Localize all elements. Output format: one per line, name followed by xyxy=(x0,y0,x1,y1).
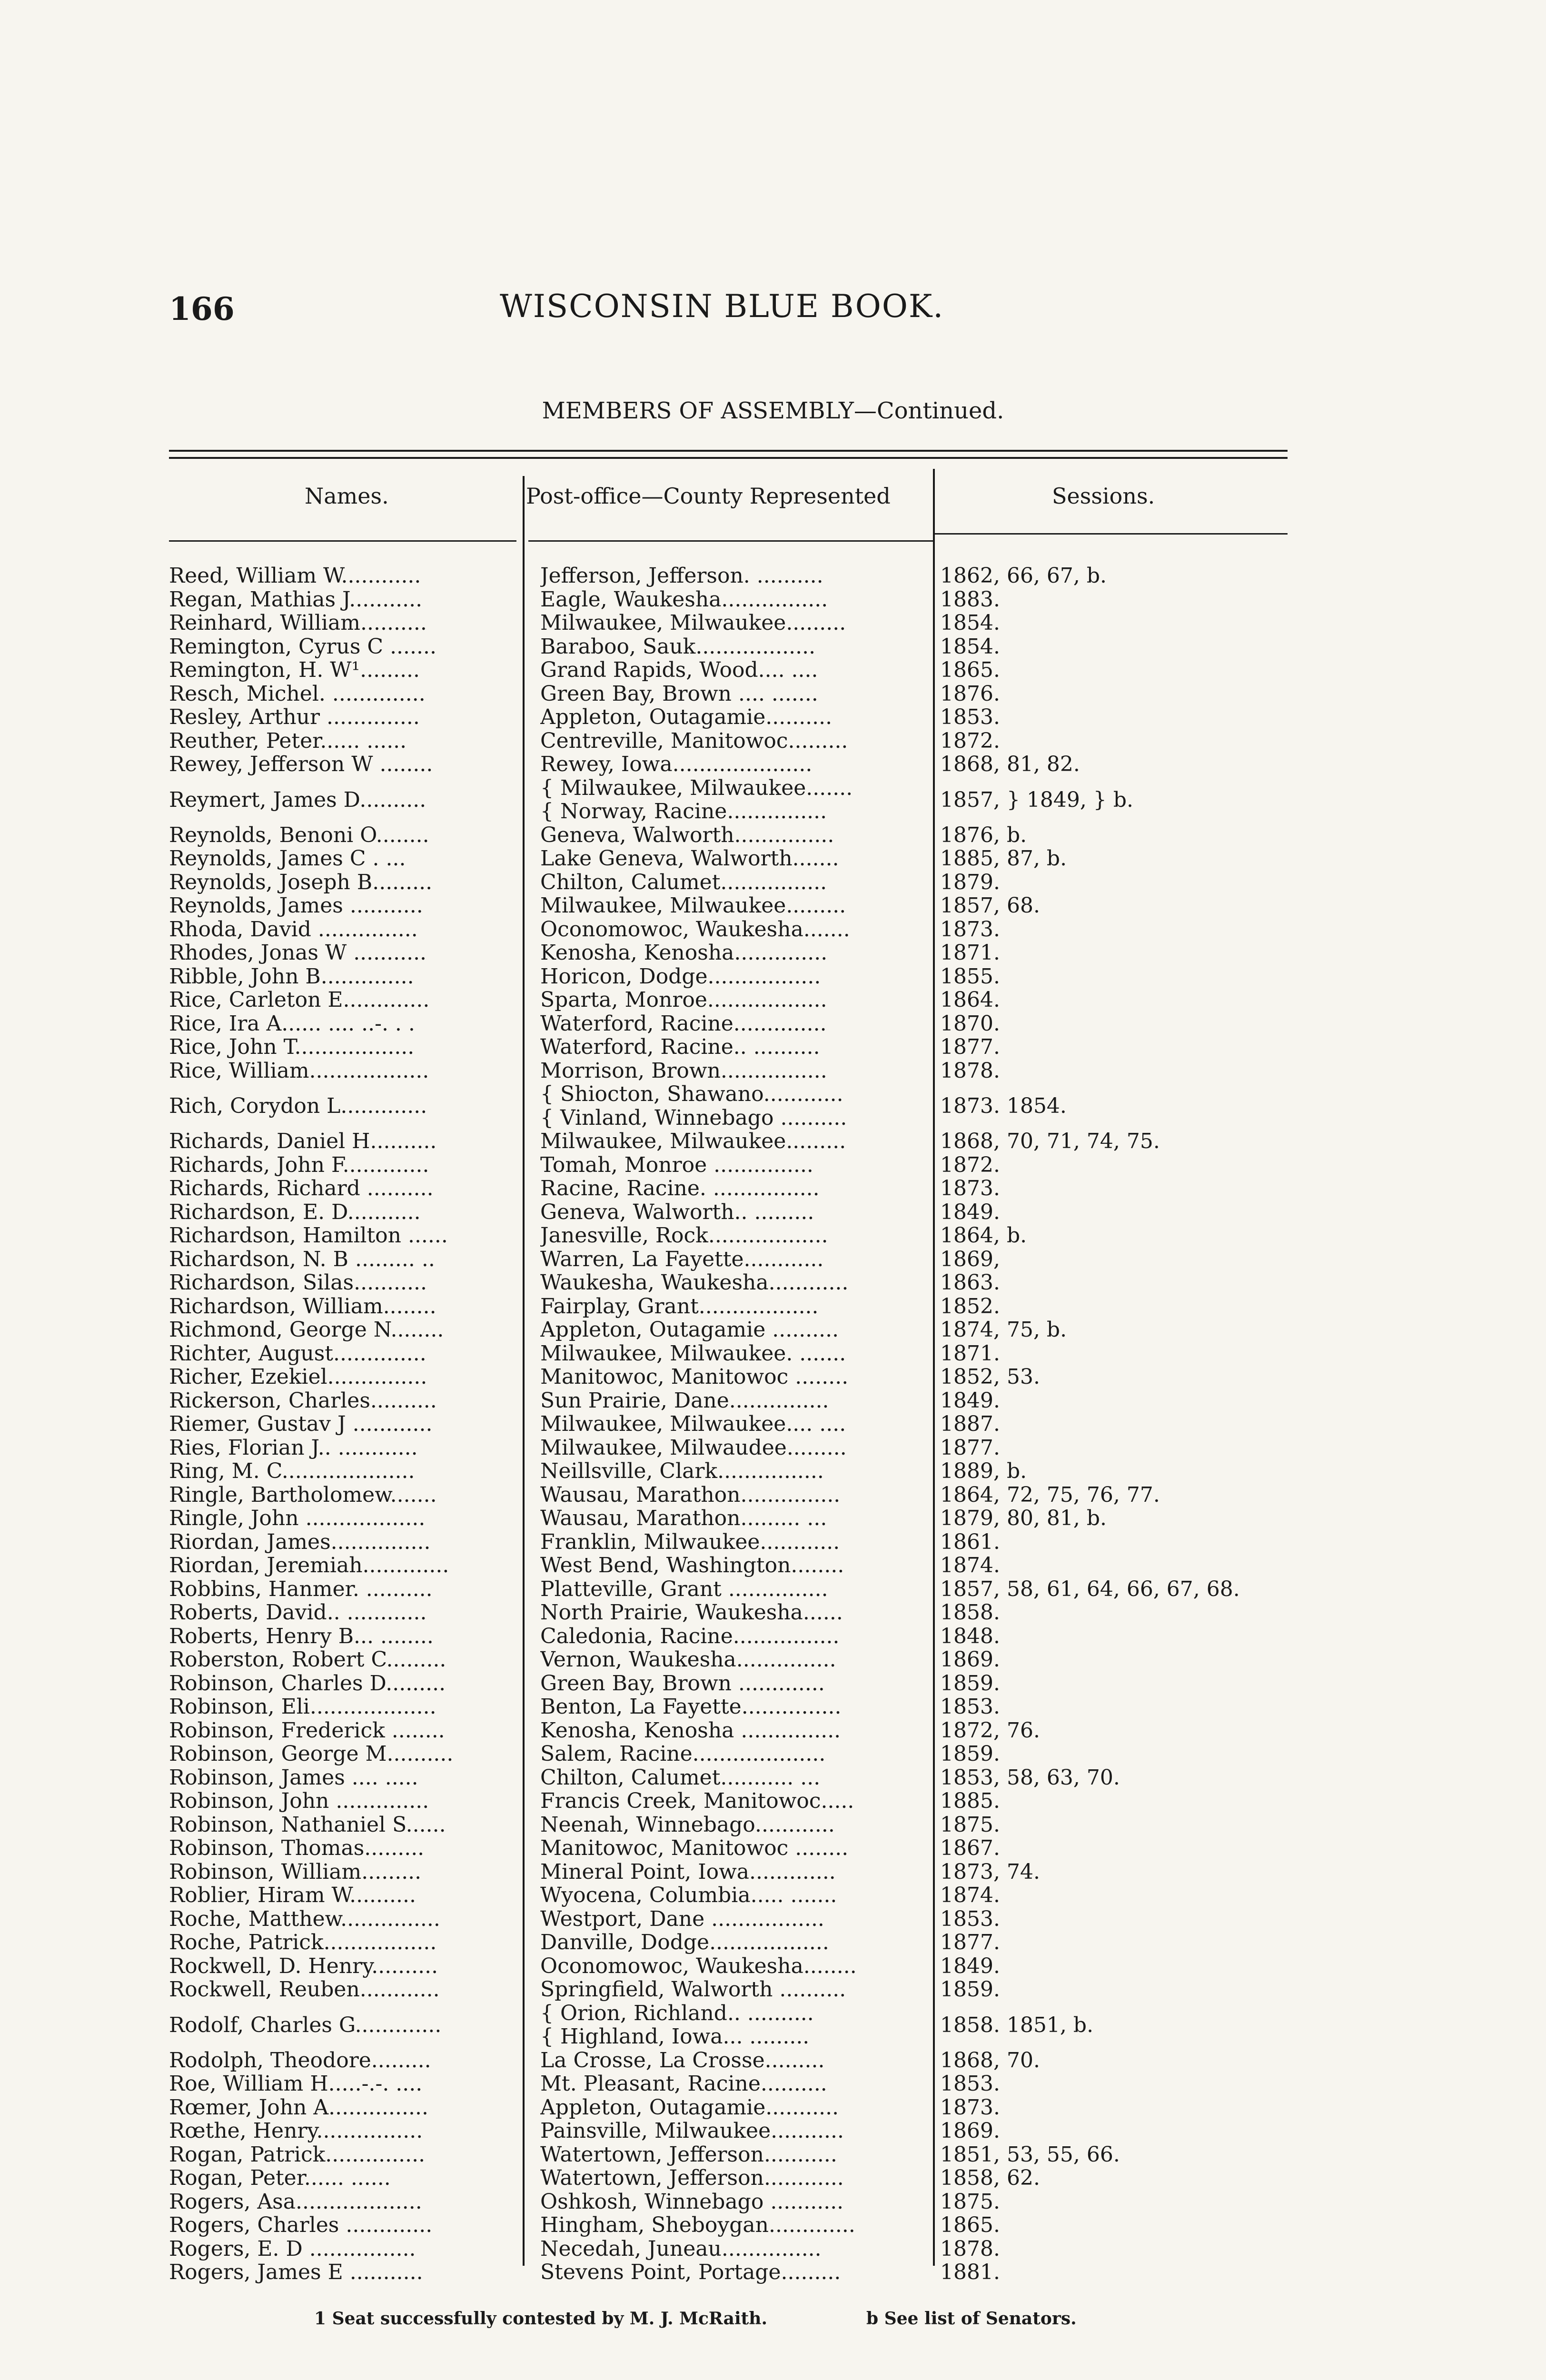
table-row xyxy=(169,965,1288,989)
member-name: Riordan, Jeremiah............. xyxy=(169,1554,449,1577)
table-row xyxy=(169,658,1288,682)
sessions: 1881. xyxy=(940,2261,1000,2284)
member-name: Rice, John T.................. xyxy=(169,1035,415,1059)
post-office-line: Appleton, Outagamie .......... xyxy=(540,1318,839,1342)
post-office-line: Fairplay, Grant.................. xyxy=(540,1294,819,1318)
member-name: Rewey, Jefferson W ........ xyxy=(169,753,433,776)
member-name: Roe, William H.....-.-. .... xyxy=(169,2072,423,2096)
table-row xyxy=(169,1436,1288,1460)
member-name: Remington, H. W¹......... xyxy=(169,658,420,682)
table-row xyxy=(169,1412,1288,1436)
sessions: 1871. xyxy=(940,941,1000,965)
table-row xyxy=(169,705,1288,729)
sessions: 1883. xyxy=(940,587,1000,611)
table-row xyxy=(169,635,1288,659)
sessions: 1853. xyxy=(940,1907,1000,1931)
table-row xyxy=(169,2119,1288,2143)
table-row xyxy=(169,2072,1288,2096)
members-table xyxy=(169,564,1288,2284)
table-row xyxy=(169,1035,1288,1059)
member-name: Ries, Florian J.. ............ xyxy=(169,1436,418,1459)
top-rule-1 xyxy=(169,450,1288,452)
post-office-line: Kenosha, Kenosha.............. xyxy=(540,941,828,965)
post-office-line: Rewey, Iowa..................... xyxy=(540,753,813,776)
table-row xyxy=(169,1577,1288,1601)
table-row xyxy=(169,2190,1288,2214)
member-name: Richardson, William........ xyxy=(169,1294,436,1318)
table-row xyxy=(169,1931,1288,1954)
post-office-line: Stevens Point, Portage......... xyxy=(540,2261,841,2284)
post-office-line: Oshkosh, Winnebago ........... xyxy=(540,2190,844,2213)
table-row xyxy=(169,1625,1288,1648)
member-name: Rickerson, Charles.......... xyxy=(169,1388,437,1412)
sessions: 1859. xyxy=(940,1742,1000,1766)
sessions: 1858, 62. xyxy=(940,2166,1040,2190)
post-office-line: Milwaukee, Milwaukee......... xyxy=(540,611,846,635)
member-name: Roche, Matthew............... xyxy=(169,1907,440,1931)
table-row xyxy=(169,611,1288,635)
table-row xyxy=(169,1648,1288,1672)
sessions: 1877. xyxy=(940,1931,1000,1954)
member-name: Robinson, William......... xyxy=(169,1860,422,1884)
sessions: 1885, 87, b. xyxy=(940,847,1067,871)
sessions: 1857, } 1849, } b. xyxy=(940,787,1134,812)
sessions: 1873, 74. xyxy=(940,1860,1040,1884)
post-office-line: Milwaukee, Milwaukee.... .... xyxy=(540,1412,846,1436)
sessions: 1877. xyxy=(940,1436,1000,1459)
post-office-line: { Shiocton, Shawano............ xyxy=(540,1082,843,1106)
member-name: Ribble, John B.............. xyxy=(169,964,414,988)
sessions: 1889, b. xyxy=(940,1459,1027,1483)
footnote-1: 1 Seat successfully contested by M. J. McRaith. xyxy=(314,2309,767,2329)
sessions: 1854. xyxy=(940,635,1000,658)
member-name: Roberston, Robert C......... xyxy=(169,1648,446,1672)
member-name: Resch, Michel. .............. xyxy=(169,682,426,705)
table-row xyxy=(169,1459,1288,1483)
post-office-line: Sun Prairie, Dane............... xyxy=(540,1388,829,1412)
table-row xyxy=(169,2143,1288,2167)
sessions: 1865. xyxy=(940,658,1000,682)
sessions: 1865. xyxy=(940,2213,1000,2237)
post-office-line: Appleton, Outagamie.......... xyxy=(540,705,832,729)
column-header-names: Names. xyxy=(305,483,389,509)
sessions: 1869, xyxy=(940,1247,1000,1271)
member-name: Ring, M. C.................... xyxy=(169,1459,415,1483)
member-name: Robinson, George M.......... xyxy=(169,1742,454,1766)
sessions: 1852, 53. xyxy=(940,1365,1040,1389)
sessions: 1849. xyxy=(940,1954,1000,1978)
sessions: 1857, 68. xyxy=(940,894,1040,918)
member-name: Rogers, E. D ................ xyxy=(169,2237,416,2261)
table-row xyxy=(169,2213,1288,2237)
member-name: Robinson, Charles D......... xyxy=(169,1671,446,1695)
member-name: Roberts, David.. ............ xyxy=(169,1601,427,1625)
table-row xyxy=(169,1554,1288,1577)
post-office-line: Oconomowoc, Waukesha....... xyxy=(540,917,850,941)
post-office-line: Green Bay, Brown ............. xyxy=(540,1671,825,1695)
member-name: Reynolds, James C . ... xyxy=(169,847,406,871)
table-row xyxy=(169,1389,1288,1413)
post-office-line: Mt. Pleasant, Racine.......... xyxy=(540,2072,827,2096)
post-office-line: Vernon, Waukesha............... xyxy=(540,1648,836,1672)
post-office-line: Hingham, Sheboygan............. xyxy=(540,2213,855,2237)
sessions: 1858. xyxy=(940,1601,1000,1625)
post-office-line: Grand Rapids, Wood.... .... xyxy=(540,658,818,682)
header-rule-post xyxy=(528,540,933,542)
post-office-line: Oconomowoc, Waukesha........ xyxy=(540,1954,857,1978)
table-row xyxy=(169,1954,1288,1978)
member-name: Rœthe, Henry................ xyxy=(169,2119,423,2143)
member-name: Richter, August.............. xyxy=(169,1341,426,1365)
table-row xyxy=(169,1719,1288,1743)
sessions: 1874. xyxy=(940,1884,1000,1907)
sessions: 1864. xyxy=(940,988,1000,1012)
member-name: Rodolf, Charles G............. xyxy=(169,2013,442,2037)
sessions: 1868, 70, 71, 74, 75. xyxy=(940,1130,1160,1153)
top-rule-2 xyxy=(169,457,1288,459)
post-office-line: Lake Geneva, Walworth....... xyxy=(540,847,839,871)
sessions: 1879, 80, 81, b. xyxy=(940,1507,1107,1530)
table-row xyxy=(169,1766,1288,1790)
member-name: Richards, Richard .......... xyxy=(169,1177,434,1200)
member-name: Rice, William.................. xyxy=(169,1059,429,1082)
table-row xyxy=(169,1153,1288,1177)
sessions: 1873. xyxy=(940,2095,1000,2119)
post-office-line: Waukesha, Waukesha............ xyxy=(540,1271,849,1295)
sessions: 1878. xyxy=(940,2237,1000,2261)
sessions: 1879. xyxy=(940,870,1000,894)
post-office-line: Westport, Dane ................. xyxy=(540,1907,824,1931)
sessions: 1858. 1851, b. xyxy=(940,2013,1094,2037)
table-row xyxy=(169,1059,1288,1083)
member-name: Reymert, James D.......... xyxy=(169,787,426,812)
post-office-line: Wyocena, Columbia..... ....... xyxy=(540,1884,837,1907)
table-row xyxy=(169,2049,1288,2073)
table-row xyxy=(169,941,1288,965)
table-row xyxy=(169,823,1288,847)
column-header-post-office: Post-office—County Represented xyxy=(526,483,891,509)
table-row xyxy=(169,2237,1288,2261)
member-name: Rich, Corydon L............. xyxy=(169,1094,427,1118)
post-office-line: { Norway, Racine............... xyxy=(540,799,827,823)
member-name: Reynolds, James ........... xyxy=(169,894,423,918)
post-office-line: Baraboo, Sauk.................. xyxy=(540,635,816,658)
table-row xyxy=(169,1860,1288,1884)
sessions: 1855. xyxy=(940,964,1000,988)
sessions: 1870. xyxy=(940,1012,1000,1035)
sessions: 1876. xyxy=(940,682,1000,705)
table-row xyxy=(169,1318,1288,1342)
sessions: 1874. xyxy=(940,1554,1000,1577)
table-row xyxy=(169,1012,1288,1036)
post-office-line: Benton, La Fayette............... xyxy=(540,1695,842,1719)
post-office-line: Waterford, Racine.............. xyxy=(540,1012,827,1035)
post-office-line: Chilton, Calumet........... ... xyxy=(540,1765,821,1789)
sessions: 1849. xyxy=(940,1388,1000,1412)
table-row xyxy=(169,1530,1288,1554)
member-name: Richer, Ezekiel............... xyxy=(169,1365,427,1389)
sessions: 1867. xyxy=(940,1836,1000,1860)
post-office-line: { Highland, Iowa... ......... xyxy=(540,2024,810,2049)
sessions: 1885. xyxy=(940,1789,1000,1813)
sessions: 1872, 76. xyxy=(940,1718,1040,1742)
post-office-line: Horicon, Dodge................. xyxy=(540,964,821,988)
post-office-line: Morrison, Brown................ xyxy=(540,1059,827,1082)
sessions: 1853, 58, 63, 70. xyxy=(940,1765,1120,1789)
sessions: 1852. xyxy=(940,1294,1000,1318)
post-office-line: Tomah, Monroe ............... xyxy=(540,1153,813,1177)
post-office-line: Racine, Racine. ................ xyxy=(540,1177,820,1200)
post-office-line: { Milwaukee, Milwaukee....... xyxy=(540,776,853,800)
member-name: Richardson, N. B ......... .. xyxy=(169,1247,435,1271)
table-row xyxy=(169,1224,1288,1248)
post-office-line: Milwaukee, Milwaukee......... xyxy=(540,894,846,918)
member-name: Robbins, Hanmer. .......... xyxy=(169,1577,433,1601)
table-row xyxy=(169,1813,1288,1837)
page-number: 166 xyxy=(169,290,235,327)
table-row xyxy=(169,1907,1288,1931)
table-row xyxy=(169,1342,1288,1366)
member-name: Richards, John F............. xyxy=(169,1153,429,1177)
member-name: Robinson, Thomas......... xyxy=(169,1836,425,1860)
member-name: Robinson, John .............. xyxy=(169,1789,429,1813)
member-name: Rogan, Peter...... ...... xyxy=(169,2166,391,2190)
post-office-line: { Vinland, Winnebago .......... xyxy=(540,1105,847,1130)
table-row xyxy=(169,682,1288,706)
running-title: WISCONSIN BLUE BOOK. xyxy=(500,288,944,325)
table-row xyxy=(169,1742,1288,1766)
member-name: Reuther, Peter...... ...... xyxy=(169,729,407,753)
member-name: Rice, Ira A...... .... ..-. . . xyxy=(169,1012,415,1035)
member-name: Regan, Mathias J........... xyxy=(169,587,423,611)
member-name: Rœmer, John A............... xyxy=(169,2095,428,2119)
table-row xyxy=(169,1082,1288,1130)
sessions: 1851, 53, 55, 66. xyxy=(940,2142,1120,2166)
post-office-line: Franklin, Milwaukee............ xyxy=(540,1530,840,1554)
table-row xyxy=(169,1295,1288,1319)
sessions: 1877. xyxy=(940,1035,1000,1059)
post-office-line: West Bend, Washington........ xyxy=(540,1554,844,1577)
sessions: 1873. 1854. xyxy=(940,1094,1067,1118)
member-name: Riemer, Gustav J ............ xyxy=(169,1412,433,1436)
table-row xyxy=(169,1672,1288,1696)
table-row xyxy=(169,1836,1288,1860)
post-office-line: Kenosha, Kenosha ............... xyxy=(540,1718,841,1742)
table-row xyxy=(169,564,1288,588)
sessions: 1878. xyxy=(940,1059,1000,1082)
member-name: Robinson, Eli................... xyxy=(169,1695,436,1719)
table-row xyxy=(169,1789,1288,1813)
member-name: Rogan, Patrick............... xyxy=(169,2142,426,2166)
column-header-sessions: Sessions. xyxy=(1052,483,1155,509)
sessions: 1868, 81, 82. xyxy=(940,753,1080,776)
post-office-line: Geneva, Walworth.. ......... xyxy=(540,1200,814,1224)
sessions: 1864, b. xyxy=(940,1224,1027,1248)
member-name: Roche, Patrick................. xyxy=(169,1931,437,1954)
post-office-line: Watertown, Jefferson............ xyxy=(540,2166,844,2190)
post-office-line: Milwaukee, Milwaukee. ....... xyxy=(540,1341,846,1365)
header-rule-sessions xyxy=(933,533,1288,535)
sessions: 1872. xyxy=(940,1153,1000,1177)
sessions: 1857, 58, 61, 64, 66, 67, 68. xyxy=(940,1577,1240,1601)
section-title: MEMBERS OF ASSEMBLY—Continued. xyxy=(542,397,1004,424)
member-name: Richardson, E. D........... xyxy=(169,1200,421,1224)
table-row xyxy=(169,1177,1288,1200)
member-name: Reinhard, William.......... xyxy=(169,611,427,635)
post-office-line: Eagle, Waukesha................ xyxy=(540,587,828,611)
post-office-line: Wausau, Marathon......... ... xyxy=(540,1507,827,1530)
post-office-line: Francis Creek, Manitowoc..... xyxy=(540,1789,854,1813)
sessions: 1853. xyxy=(940,2072,1000,2096)
sessions: 1873. xyxy=(940,917,1000,941)
post-office-line: Wausau, Marathon............... xyxy=(540,1483,841,1507)
member-name: Rockwell, Reuben............ xyxy=(169,1978,440,2002)
member-name: Reynolds, Benoni O........ xyxy=(169,823,429,847)
sessions: 1864, 72, 75, 76, 77. xyxy=(940,1483,1160,1507)
post-office-line: Neillsville, Clark................ xyxy=(540,1459,824,1483)
table-row xyxy=(169,2166,1288,2190)
post-office-line: Danville, Dodge.................. xyxy=(540,1931,829,1954)
sessions: 1849. xyxy=(940,1200,1000,1224)
footnote-b: b See list of Senators. xyxy=(866,2309,1077,2329)
member-name: Richardson, Silas........... xyxy=(169,1271,427,1295)
member-name: Roblier, Hiram W.......... xyxy=(169,1884,416,1907)
sessions: 1875. xyxy=(940,1813,1000,1836)
table-row xyxy=(169,1978,1288,2002)
table-row xyxy=(169,2096,1288,2120)
post-office-line: Janesville, Rock.................. xyxy=(540,1224,828,1248)
table-row xyxy=(169,2002,1288,2049)
sessions: 1854. xyxy=(940,611,1000,635)
member-name: Rogers, James E ........... xyxy=(169,2261,423,2284)
post-office-line: Painsville, Milwaukee........... xyxy=(540,2119,844,2143)
table-row xyxy=(169,1130,1288,1153)
member-name: Richardson, Hamilton ...... xyxy=(169,1224,448,1248)
sessions: 1853. xyxy=(940,1695,1000,1719)
sessions: 1863. xyxy=(940,1271,1000,1295)
member-name: Reed, William W............ xyxy=(169,564,421,588)
post-office-line: Geneva, Walworth............... xyxy=(540,823,834,847)
post-office-line: Necedah, Juneau............... xyxy=(540,2237,822,2261)
post-office-line: Chilton, Calumet................ xyxy=(540,870,827,894)
post-office-line: Caledonia, Racine................ xyxy=(540,1624,840,1648)
table-row xyxy=(169,1365,1288,1389)
table-row xyxy=(169,729,1288,753)
sessions: 1862, 66, 67, b. xyxy=(940,564,1107,588)
member-name: Reynolds, Joseph B......... xyxy=(169,870,433,894)
member-name: Resley, Arthur .............. xyxy=(169,705,420,729)
sessions: 1876, b. xyxy=(940,823,1027,847)
table-row xyxy=(169,2261,1288,2284)
post-office-line: La Crosse, La Crosse......... xyxy=(540,2048,825,2072)
table-row xyxy=(169,1271,1288,1295)
sessions: 1871. xyxy=(940,1341,1000,1365)
table-row xyxy=(169,1601,1288,1625)
sessions: 1869. xyxy=(940,2119,1000,2143)
member-name: Robinson, Frederick ........ xyxy=(169,1718,445,1742)
header-rule-names xyxy=(169,540,516,542)
post-office-line: Milwaukee, Milwaukee......... xyxy=(540,1130,846,1153)
table-row xyxy=(169,588,1288,612)
member-name: Remington, Cyrus C ....... xyxy=(169,635,436,658)
post-office-line: Green Bay, Brown .... ....... xyxy=(540,682,818,705)
member-name: Rice, Carleton E............. xyxy=(169,988,430,1012)
member-name: Robinson, Nathaniel S...... xyxy=(169,1813,446,1836)
sessions: 1859. xyxy=(940,1671,1000,1695)
post-office-line: Platteville, Grant ............... xyxy=(540,1577,828,1601)
table-row xyxy=(169,1507,1288,1530)
sessions: 1875. xyxy=(940,2190,1000,2213)
post-office-line: Manitowoc, Manitowoc ........ xyxy=(540,1836,849,1860)
table-row xyxy=(169,1695,1288,1719)
post-office-line: Neenah, Winnebago............ xyxy=(540,1813,835,1836)
post-office-line: Manitowoc, Manitowoc ........ xyxy=(540,1365,849,1389)
table-row xyxy=(169,1248,1288,1271)
post-office-line: Milwaukee, Milwaudee......... xyxy=(540,1436,847,1459)
member-name: Rogers, Asa................... xyxy=(169,2190,422,2213)
table-row xyxy=(169,918,1288,942)
sessions: 1873. xyxy=(940,1177,1000,1200)
table-row xyxy=(169,988,1288,1012)
sessions: 1868, 70. xyxy=(940,2048,1040,2072)
table-row xyxy=(169,1884,1288,1907)
sessions: 1869. xyxy=(940,1648,1000,1672)
member-name: Riordan, James............... xyxy=(169,1530,431,1554)
post-office-line: Springfield, Walworth .......... xyxy=(540,1978,846,2002)
member-name: Rogers, Charles ............. xyxy=(169,2213,433,2237)
sessions: 1848. xyxy=(940,1624,1000,1648)
member-name: Richmond, George N........ xyxy=(169,1318,444,1342)
sessions: 1853. xyxy=(940,705,1000,729)
member-name: Rodolph, Theodore......... xyxy=(169,2048,431,2072)
sessions: 1887. xyxy=(940,1412,1000,1436)
member-name: Rhoda, David ............... xyxy=(169,917,418,941)
table-row xyxy=(169,1200,1288,1224)
post-office-line: Centreville, Manitowoc......... xyxy=(540,729,848,753)
post-office-line: Salem, Racine.................... xyxy=(540,1742,826,1766)
member-name: Rhodes, Jonas W ........... xyxy=(169,941,427,965)
table-row xyxy=(169,776,1288,823)
post-office-line: Waterford, Racine.. .......... xyxy=(540,1035,820,1059)
post-office-line: North Prairie, Waukesha...... xyxy=(540,1601,843,1625)
member-name: Roberts, Henry B... ........ xyxy=(169,1624,434,1648)
sessions: 1874, 75, b. xyxy=(940,1318,1067,1342)
sessions: 1861. xyxy=(940,1530,1000,1554)
post-office-line: Mineral Point, Iowa............. xyxy=(540,1860,836,1884)
member-name: Robinson, James .... ..... xyxy=(169,1765,418,1789)
table-row xyxy=(169,894,1288,918)
sessions: 1859. xyxy=(940,1978,1000,2002)
table-row xyxy=(169,753,1288,776)
sessions: 1872. xyxy=(940,729,1000,753)
post-office-line: Jefferson, Jefferson. .......... xyxy=(540,564,823,588)
table-row xyxy=(169,871,1288,894)
member-name: Rockwell, D. Henry.......... xyxy=(169,1954,438,1978)
post-office-line: Sparta, Monroe.................. xyxy=(540,988,827,1012)
post-office-line: { Orion, Richland.. .......... xyxy=(540,2001,814,2025)
table-row xyxy=(169,847,1288,871)
post-office-line: Warren, La Fayette............ xyxy=(540,1247,824,1271)
post-office-line: Appleton, Outagamie........... xyxy=(540,2095,839,2119)
table-row xyxy=(169,1483,1288,1507)
member-name: Richards, Daniel H.......... xyxy=(169,1130,437,1153)
member-name: Ringle, Bartholomew....... xyxy=(169,1483,437,1507)
member-name: Ringle, John .................. xyxy=(169,1507,426,1530)
post-office-line: Watertown, Jefferson........... xyxy=(540,2142,837,2166)
